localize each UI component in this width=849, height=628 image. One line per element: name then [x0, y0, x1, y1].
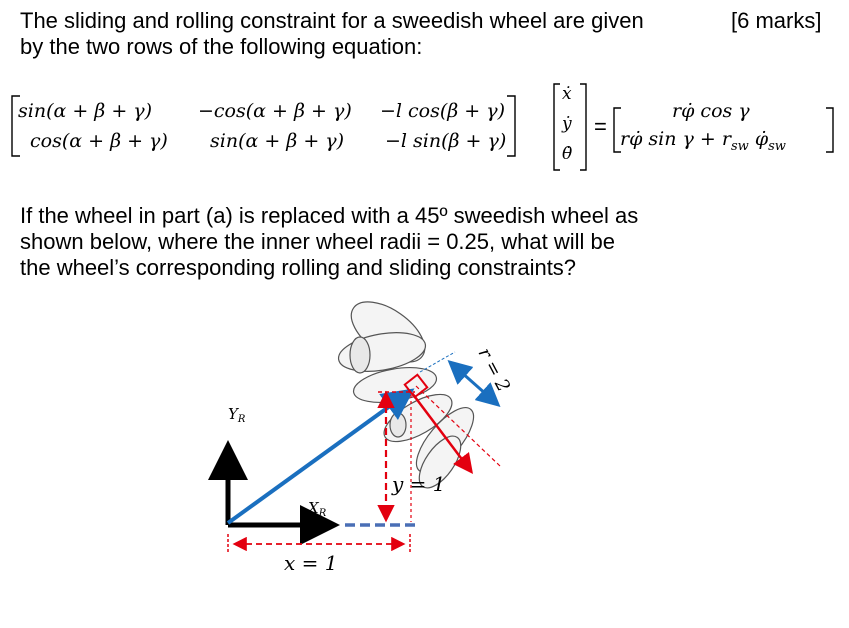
y-equals-label: y = 1 [392, 472, 446, 496]
equals-sign: = [594, 114, 607, 139]
matrix-cell-2-2: sin(α + β + γ) [210, 130, 345, 152]
rhs-row-2: rφ̇ $\sin \gamma + r_{sw}$ $\varphi̇_{sw}$ [620, 128, 786, 154]
matrix-cell-2-3: −l sin(β + γ) [385, 130, 507, 152]
vector-y-dot: ẏ [562, 114, 572, 134]
xr-label: $X_R$ [308, 499, 327, 519]
matrix-cell-1-1: sin(α + β + γ) [18, 100, 153, 122]
part-b-line-3: the wheel’s corresponding rolling and sliding constraints? [20, 255, 577, 280]
yr-label: $Y_R$ [228, 405, 246, 425]
rhs-row-1: rφ̇ cos γ [672, 100, 750, 122]
question-line-2: by the two rows of the following equation: [20, 34, 423, 59]
matrix-cell-1-3: −l cos(β + γ) [380, 100, 506, 122]
matrix-cell-1-2: −cos(α + β + γ) [198, 100, 352, 122]
r-equals-label: r = 2 [473, 344, 515, 396]
part-b-line-1: If the wheel in part (a) is replaced with a 45º sweedish wheel as [20, 203, 639, 228]
part-b-line-2: shown below, where the inner wheel radii = 0.25, what will be [20, 229, 615, 254]
marks-label: [6 marks] [731, 8, 822, 33]
matrix-cell-2-1: cos(α + β + γ) [30, 130, 168, 152]
vector-x-dot: ẋ [562, 84, 572, 104]
vector-theta-dot: θ̇ [562, 144, 573, 164]
question-line-1: The sliding and rolling constraint for a sweedish wheel are given [20, 8, 644, 33]
x-equals-label: x = 1 [284, 551, 338, 575]
